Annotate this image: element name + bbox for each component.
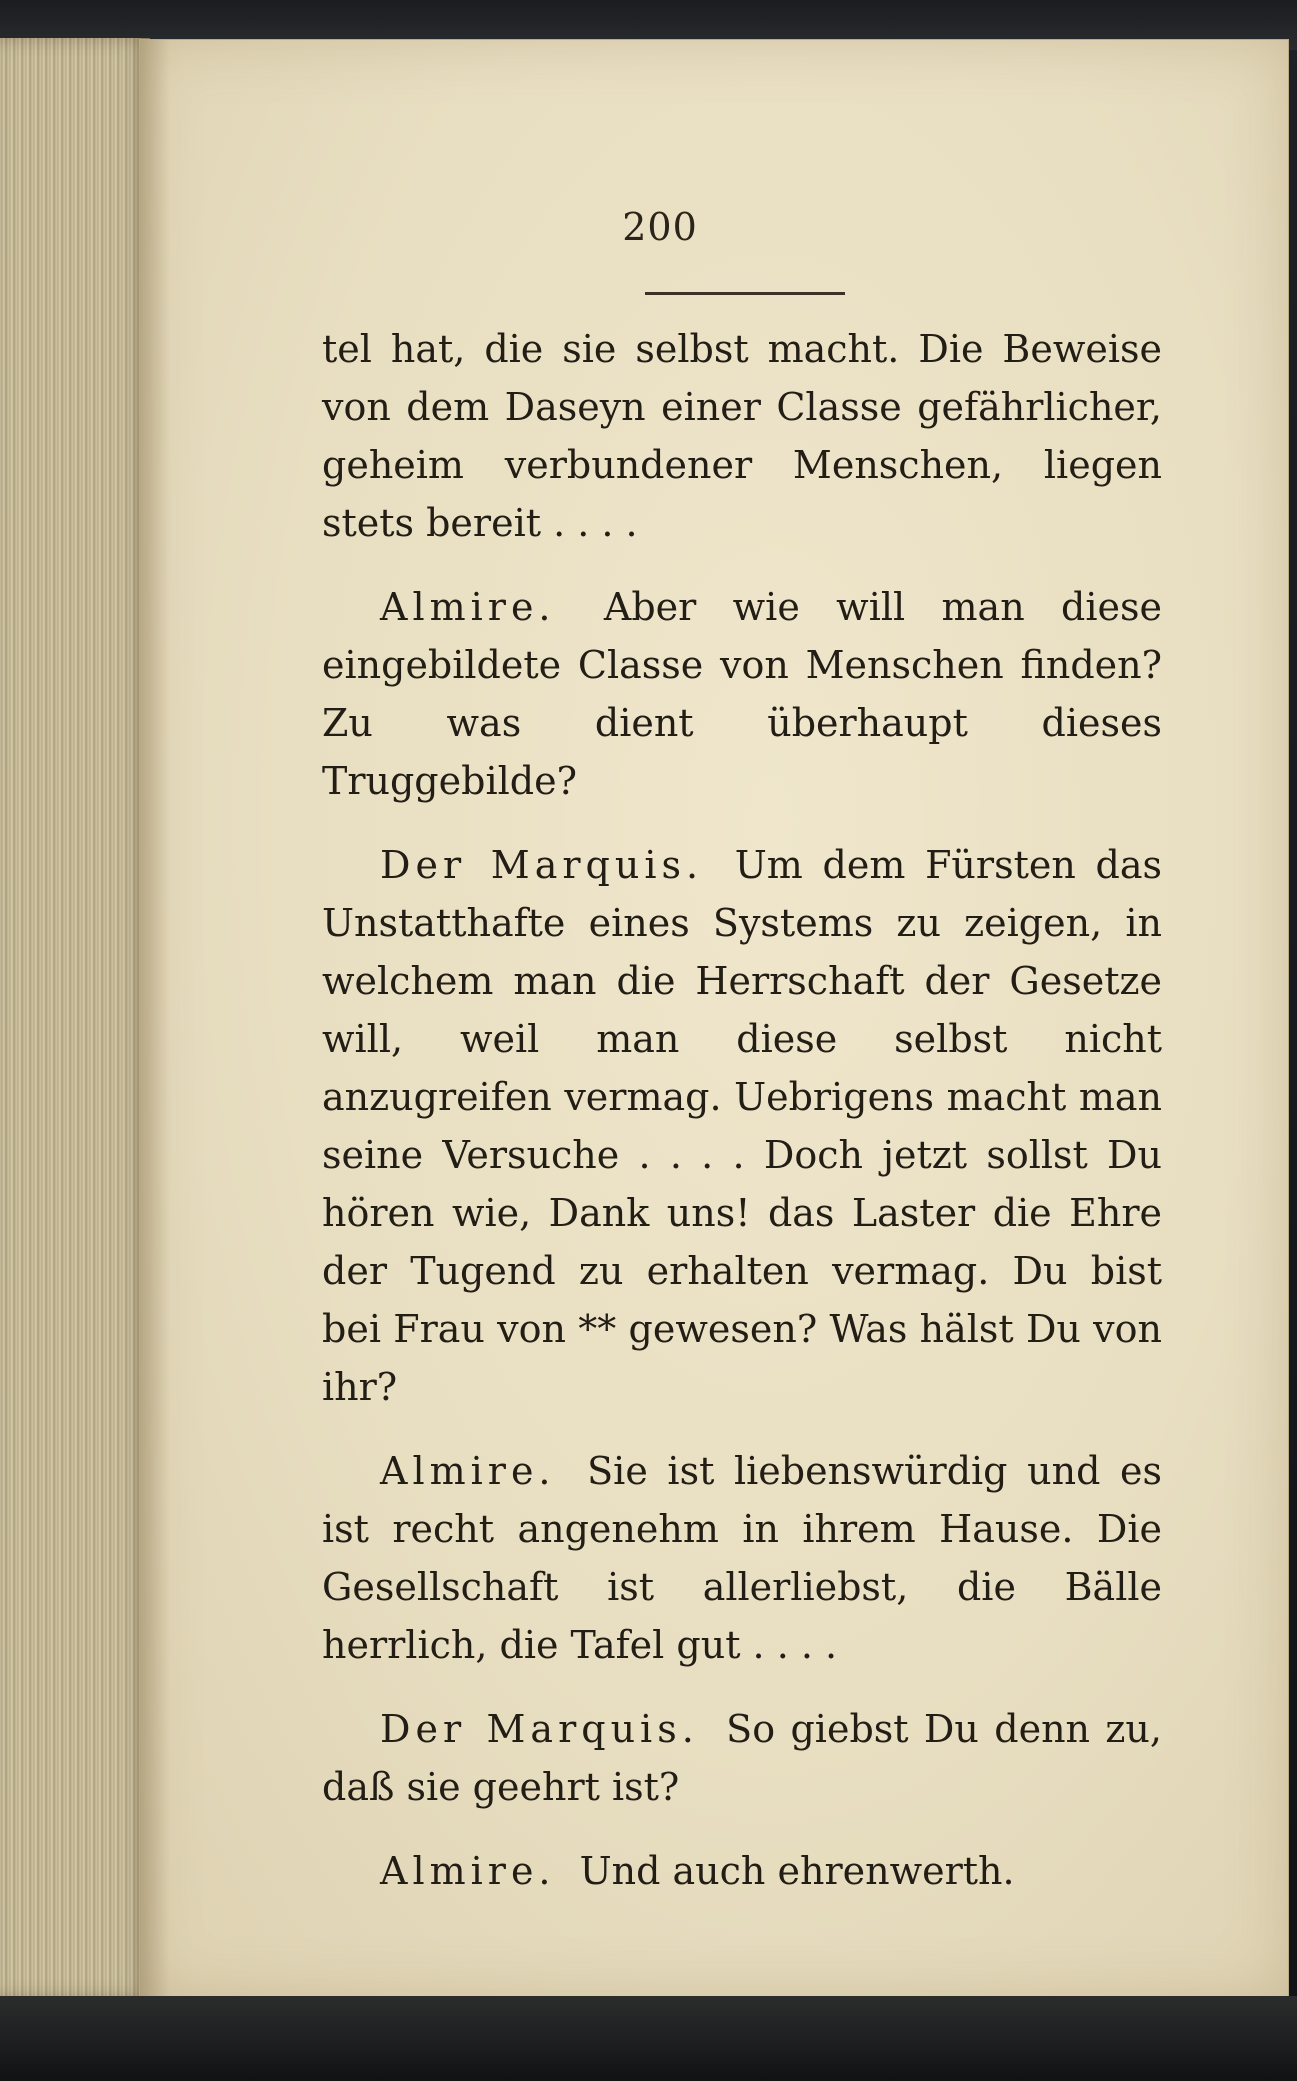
page-number: 200 [622,205,698,249]
paragraph-text: Und auch ehrenwerth. [579,1849,1015,1893]
body-text [322,320,1162,1926]
dialogue-paragraph [322,1442,1162,1674]
paragraph-text: Sie ist liebenswürdig und es ist recht angenehm in ihrem Hause. Die Gesellschaft ist allerliebst, die Bälle herrlich, die Tafel gut . . . . [322,1449,1162,1667]
speaker-label: Der Marquis. [380,1707,699,1751]
dialogue-paragraph [322,1842,1162,1900]
dialogue-paragraph [322,578,1162,810]
paragraph-text: Aber wie will man diese eingebildete Classe von Menschen finden? Zu was dient überhaupt dieses Truggebilde? [322,585,1162,803]
paragraph-text: Um dem Fürsten das Unstatthafte eines Systems zu zeigen, in welchem man die Herrschaft der Gesetze will, weil man diese selbst nicht anzugreifen vermag. Uebrigens macht man seine Versuche . . . . Doch jetzt sollst Du hören wie, Dank uns! das Laster die Ehre der Tugend zu erhalten vermag. Du bist bei Frau von ** gewesen? Was hälst Du von ihr? [322,843,1162,1409]
speaker-label: Der Marquis. [380,843,704,887]
paragraph-text: So giebst Du denn zu, daß sie geehrt ist? [322,1707,1162,1809]
speaker-label: Almire. [380,1449,556,1493]
dialogue-paragraph [322,836,1162,1416]
speaker-label: Almire. [380,1849,556,1893]
binding-bottom-edge [0,1996,1297,2081]
speaker-label: Almire. [380,585,556,629]
paragraph-text: tel hat, die sie selbst macht. Die Beweise von dem Daseyn einer Classe gefährlicher, geheim verbundener Menschen, liegen stets bereit . . . . [322,327,1162,545]
dialogue-paragraph [322,1700,1162,1816]
paragraph-continuation [322,320,1162,552]
header-rule [645,292,845,295]
page-block-edges [0,38,150,1998]
